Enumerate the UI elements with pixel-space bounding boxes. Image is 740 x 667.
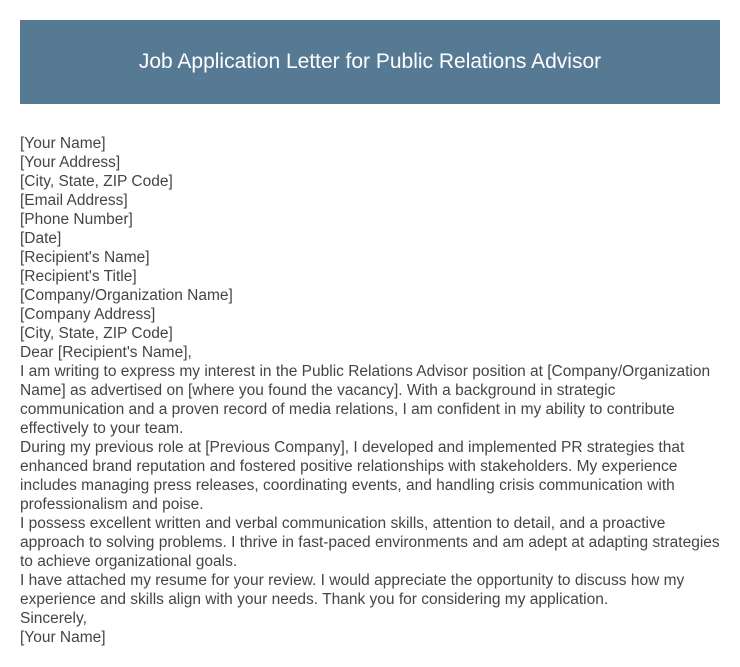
recipient-name: [Recipient's Name]: [20, 249, 150, 266]
sender-phone: [Phone Number]: [20, 211, 133, 228]
recipient-city-state-zip: [City, State, ZIP Code]: [20, 325, 173, 342]
title-banner: [20, 20, 720, 104]
salutation: Dear [Recipient's Name],: [20, 344, 192, 361]
closing: Sincerely,: [20, 610, 87, 627]
paragraph-experience: During my previous role at [Previous Company], I developed and implemented PR strategies that enhanced brand reputation and fostered positive relationships with stakeholders. My experience includes managing press releases, coordinating events, and handling crisis communication with professionalism and poise.: [20, 439, 685, 513]
paragraph-closing: I have attached my resume for your review. I would appreciate the opportunity to discuss how my experience and skills align with your needs. Thank you for considering my application.: [20, 572, 685, 608]
page-title: Job Application Letter for Public Relations Advisor: [138, 50, 602, 73]
recipient-company: [Company/Organization Name]: [20, 287, 233, 304]
letter-date: [Date]: [20, 230, 62, 247]
sender-address: [Your Address]: [20, 154, 121, 171]
paragraph-intro: I am writing to express my interest in the Public Relations Advisor position at [Company/Organization Name] as advertised on [where you found the vacancy]. With a background in strategic communication and a proven record of media relations, I am confident in my ability to contribute effectively to your team.: [20, 363, 711, 437]
sender-email: [Email Address]: [20, 192, 128, 209]
recipient-title: [Recipient's Title]: [20, 268, 137, 285]
sender-name: [Your Name]: [20, 135, 106, 152]
paragraph-skills: I possess excellent written and verbal communication skills, attention to detail, and a proactive approach to solving problems. I thrive in fast-paced environments and am adept at adapting strategies to achieve organizational goals.: [20, 515, 720, 570]
signature: [Your Name]: [20, 629, 106, 646]
letter-body: [20, 134, 720, 647]
recipient-company-address: [Company Address]: [20, 306, 156, 323]
sender-city-state-zip: [City, State, ZIP Code]: [20, 173, 173, 190]
